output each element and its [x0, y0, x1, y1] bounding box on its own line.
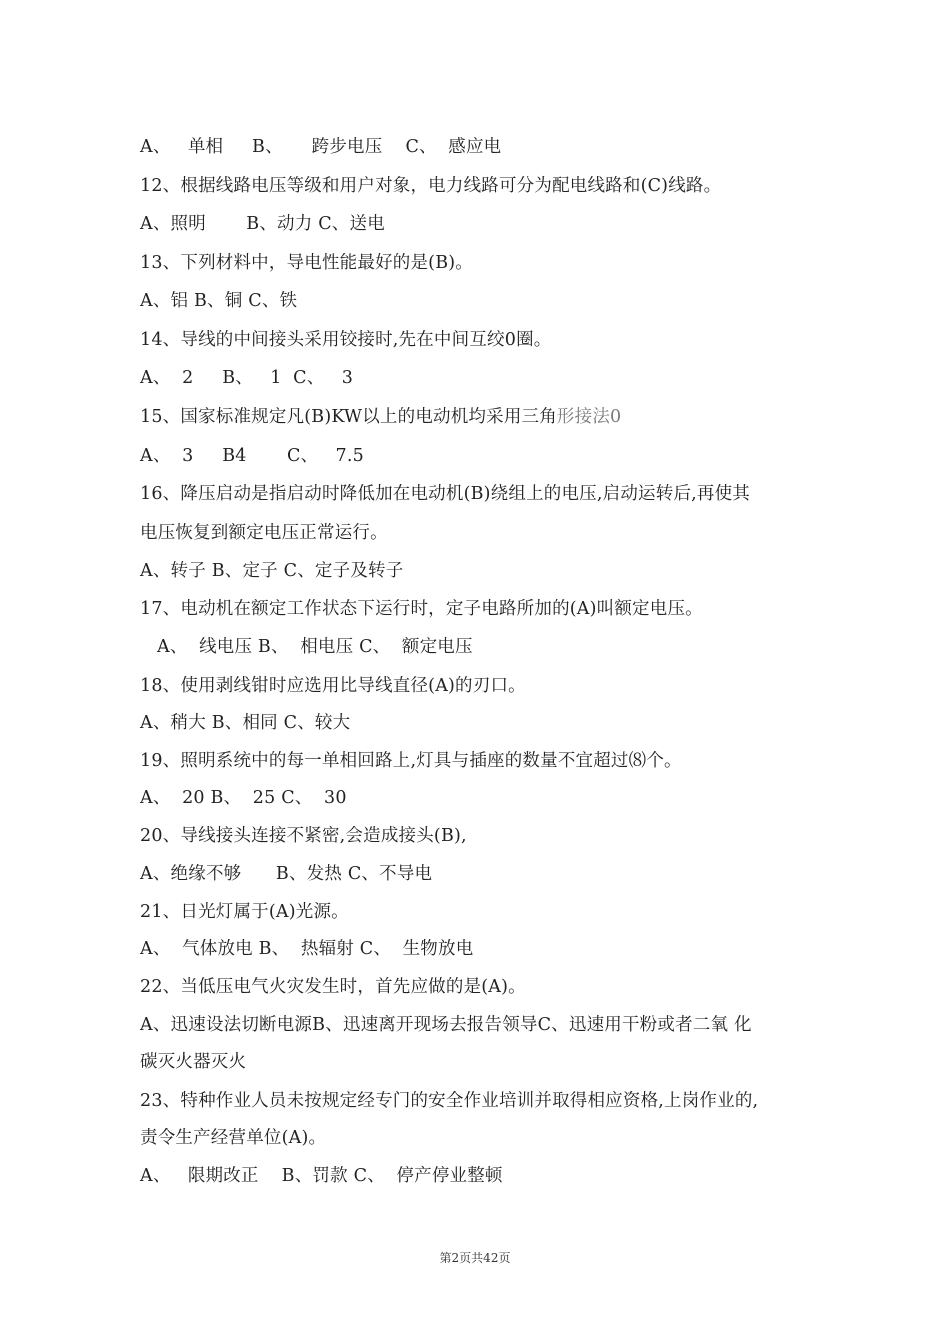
question-15-main: 15、国家标准规定凡(B)KW以上的电动机均采用三角 — [140, 407, 557, 427]
question-19: 19、照明系统中的每一单相回路上,灯具与插座的数量不宜超过⑻个。 — [140, 751, 682, 771]
text-line: A、绝缘不够 B、发热 C、不导电 — [140, 864, 433, 884]
page-footer: 第2页共42页 — [439, 1251, 511, 1265]
question-13: 13、下列材料中，导电性能最好的是(B)。 — [140, 253, 473, 273]
text-line: A、迅速设法切断电源B、迅速离开现场去报告领导C、迅速用干粉或者二氧 化 — [140, 1015, 752, 1035]
text-line: A、稍大 B、相同 C、较大 — [140, 713, 351, 733]
text-line: A、 线电压 B、 相电压 C、 额定电压 — [157, 637, 473, 657]
question-23: 23、特种作业人员未按规定经专门的安全作业培训并取得相应资格,上岗作业的, — [140, 1091, 759, 1111]
question-15-tail: 形接法0 — [556, 407, 622, 427]
text-line: A、 单相 B、 跨步电压 C、 感应电 — [140, 137, 502, 157]
question-17: 17、电动机在额定工作状态下运行时，定子电路所加的(A)叫额定电压。 — [140, 599, 703, 619]
text-line: 责令生产经营单位(A)。 — [140, 1128, 327, 1148]
text-line: A、转子 B、定子 C、定子及转子 — [140, 561, 404, 581]
text-line: A、照明 B、动力 C、送电 — [140, 214, 385, 234]
question-22: 22、当低压电气火灾发生时，首先应做的是(A)。 — [140, 977, 526, 997]
question-21: 21、日光灯属于(A)光源。 — [140, 902, 349, 922]
text-line: A、 气体放电 B、 热辐射 C、 生物放电 — [140, 939, 474, 959]
text-line: A、 2 B、 1 C、 3 — [140, 368, 354, 388]
question-18: 18、使用剥线钳时应选用比导线直径(A)的刃口。 — [140, 676, 526, 696]
text-line: A、 3 B4 C、 7.5 — [140, 446, 364, 466]
question-20: 20、导线接头连接不紧密,会造成接头(B), — [140, 826, 467, 846]
text-line: A、铝 B、铜 C、铁 — [140, 291, 298, 311]
text-line: 电压恢复到额定电压正常运行。 — [140, 523, 388, 543]
text-line: 碳灭火器灭火 — [140, 1052, 247, 1072]
text-line: A、 20 B、 25 C、 30 — [140, 788, 347, 808]
question-16: 16、降压启动是指启动时降低加在电动机(B)绕组上的电压,启动运转后,再使其 — [140, 484, 751, 504]
question-12: 12、根据线路电压等级和用户对象，电力线路可分为配电线路和(C)线路。 — [140, 176, 722, 196]
question-14: 14、导线的中间接头采用铰接时,先在中间互绞0圈。 — [140, 330, 552, 350]
question-15 — [140, 405, 820, 429]
text-line: A、 限期改正 B、罚款 C、 停产停业整顿 — [140, 1166, 503, 1186]
